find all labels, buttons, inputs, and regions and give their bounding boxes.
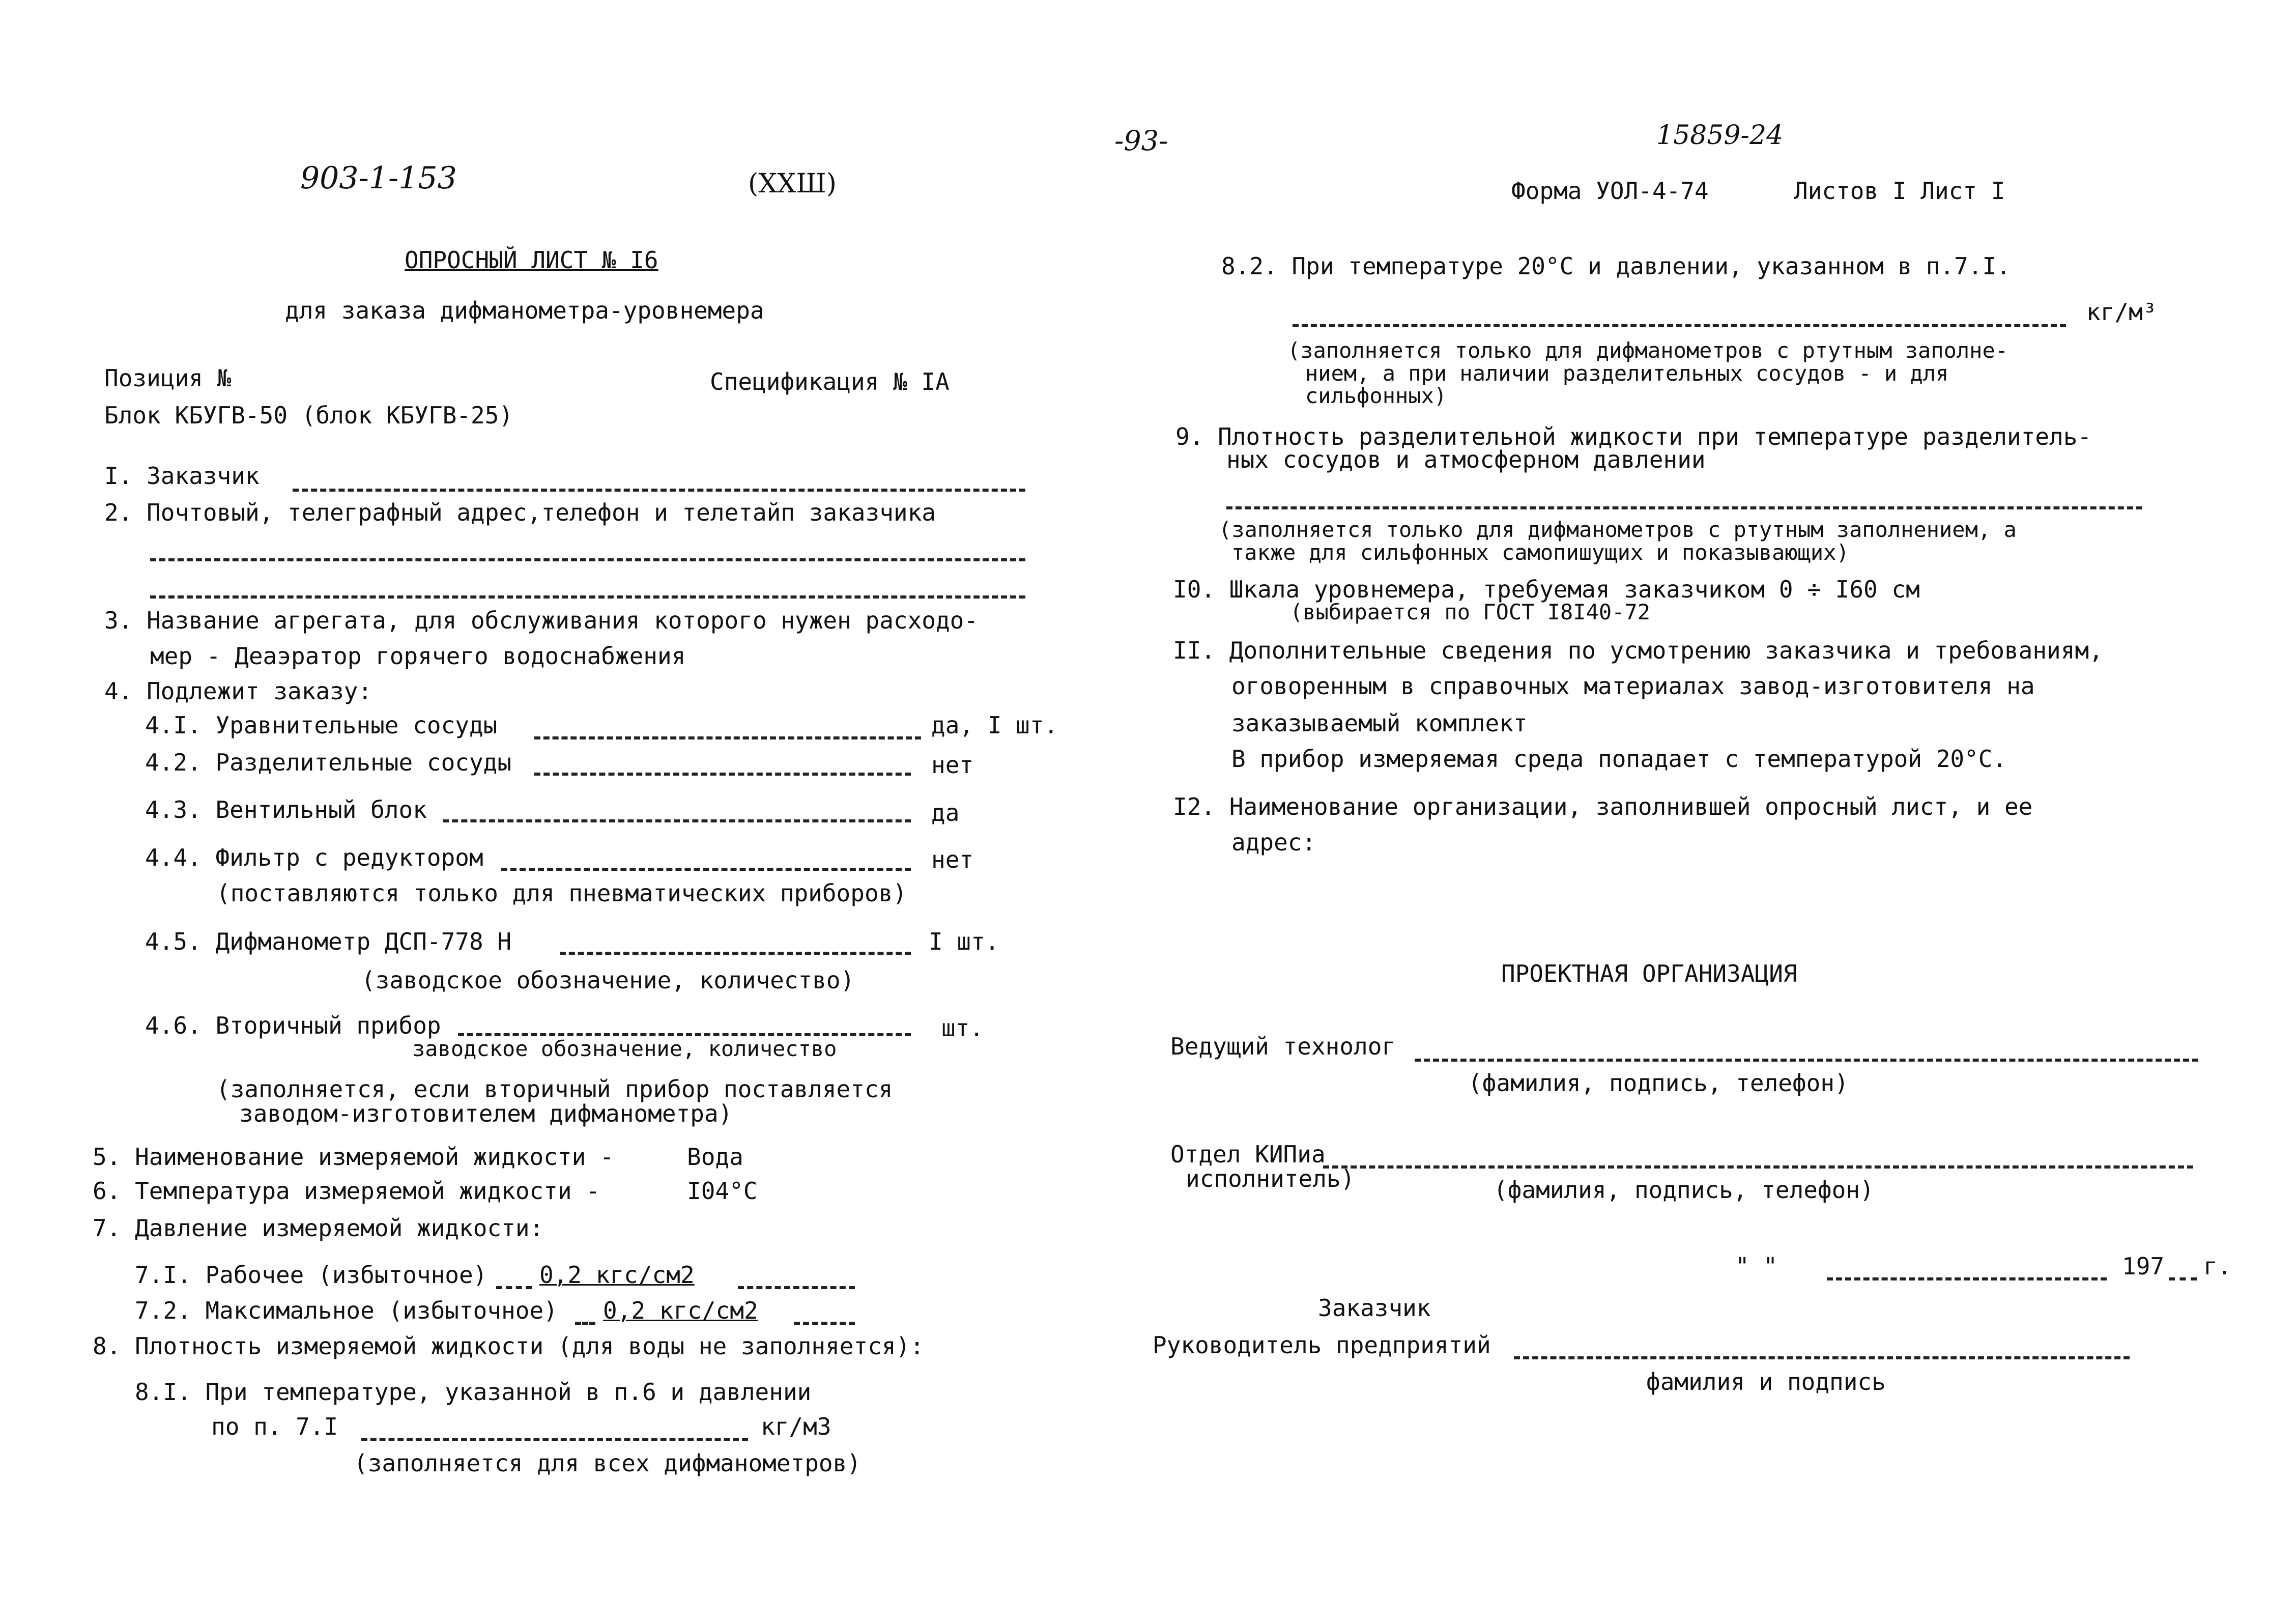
item-4-2-line[interactable] <box>534 773 911 776</box>
item-4-2-label: 4.2. Разделительные сосуды <box>145 749 512 776</box>
item-8-2-note-line-3: сильфонных) <box>1305 383 1447 408</box>
item-9-line-1: 9. Плотность разделительной жидкости при температуре разделитель- <box>1175 423 2092 450</box>
item-7-1-value: 0,2 кгс/см2 <box>539 1261 695 1289</box>
item-6-value: I04°C <box>687 1177 758 1205</box>
customer-field-line[interactable] <box>293 489 1025 492</box>
item-4-5-value: I шт. <box>929 928 999 955</box>
item-4-2-value: нет <box>931 751 974 779</box>
item-4-6-value: шт. <box>941 1014 984 1042</box>
item-8-2-label: 8.2. При температуре 20°C и давлении, указанном в п.7.I. <box>1221 252 2011 280</box>
director-line[interactable] <box>1514 1356 2130 1359</box>
item-2-address: 2. Почтовый, телеграфный адрес,телефон и телетайп заказчика <box>104 499 936 526</box>
item-7-2-line-left[interactable] <box>575 1322 595 1325</box>
item-12-line-2: адрес: <box>1231 829 1316 856</box>
item-8-1-note: (заполняется для всех дифманометров) <box>354 1449 861 1477</box>
item-4-order: 4. Подлежит заказу: <box>104 677 372 705</box>
item-4-6-sub-caption: заводское обозначение, количество <box>412 1036 837 1061</box>
item-7-liquid-pressure: 7. Давление измеряемой жидкости: <box>93 1214 544 1242</box>
item-8-2-note-line-2: нием, а при наличии разделительных сосудов - и для <box>1305 361 1949 386</box>
item-4-1-label: 4.I. Уравнительные сосуды <box>145 711 498 739</box>
item-10-note: (выбирается по ГОСТ I8I40-72 <box>1290 600 1651 624</box>
address-field-line-1[interactable] <box>150 558 1025 561</box>
item-9-note-line-2: также для сильфонных самопишущих и показывающих) <box>1231 540 1849 565</box>
item-1-customer: I. Заказчик <box>104 462 260 490</box>
form-code: Форма УОЛ-4-74 <box>1511 177 1709 205</box>
lead-technologist-label: Ведущий технолог <box>1170 1033 1396 1060</box>
date-year: 197 <box>2122 1252 2165 1280</box>
item-6-liquid-temperature: 6. Температура измеряемой жидкости - <box>93 1177 600 1205</box>
item-10-scale: I0. Шкала уровнемера, требуемая заказчиком 0 ÷ I60 см <box>1173 576 1920 603</box>
lead-technologist-line[interactable] <box>1415 1059 2198 1062</box>
item-11-line-4: В прибор измеряемая среда попадает с температурой 20°С. <box>1231 745 2007 773</box>
sheets-info: Листов I Лист I <box>1794 177 2005 205</box>
item-11-line-3: заказываемый комплект <box>1231 709 1528 737</box>
item-4-5-note: (заводское обозначение, количество) <box>361 966 855 994</box>
item-4-4-label: 4.4. Фильтр с редуктором <box>145 844 483 871</box>
position-label: Позиция № <box>104 364 232 392</box>
item-4-6-note-line-1: (заполняется, если вторичный прибор поставляется <box>216 1075 893 1103</box>
item-8-liquid-density: 8. Плотность измеряемой жидкости (для воды не заполняется): <box>93 1332 924 1360</box>
spec-label: Спецификация № IA <box>710 368 950 395</box>
section-code: (XXШ) <box>748 168 837 199</box>
lead-technologist-note: (фамилия, подпись, телефон) <box>1468 1069 1849 1097</box>
item-4-1-line[interactable] <box>534 736 921 739</box>
doc-code: 903-1-153 <box>300 160 457 196</box>
date-suffix: г. <box>2203 1252 2232 1280</box>
item-4-4-note: (поставляются только для пневматических приборов) <box>216 879 907 907</box>
customer-label: Заказчик <box>1318 1294 1431 1322</box>
item-8-1-line-2: по п. 7.I <box>211 1413 338 1440</box>
dept-note: (фамилия, подпись, телефон) <box>1494 1176 1874 1204</box>
item-8-2-unit: кг/м³ <box>2086 298 2157 326</box>
form-subtitle: для заказа дифманометра-уровнемера <box>285 297 764 324</box>
item-8-1-unit: кг/м3 <box>761 1413 831 1440</box>
item-4-6-note-line-2: заводом-изготовителем дифманометра) <box>239 1100 733 1127</box>
item-4-3-line[interactable] <box>443 819 911 822</box>
item-9-line-2: ных сосудов и атмосферном давлении <box>1226 446 1706 473</box>
item-11-line-1: II. Дополнительные сведения по усмотрению заказчика и требованиям, <box>1173 637 2103 664</box>
dept-label-line-2: исполнитель) <box>1186 1165 1355 1192</box>
item-7-2-value: 0,2 кгс/см2 <box>603 1297 758 1324</box>
item-7-1-label: 7.I. Рабочее (избыточное) <box>135 1261 487 1289</box>
archive-number: 15859-24 <box>1656 120 1784 151</box>
item-4-4-value: нет <box>931 846 974 873</box>
item-7-2-line-right[interactable] <box>794 1322 855 1325</box>
item-4-3-value: да <box>931 799 960 827</box>
page-number: -93- <box>1114 125 1168 157</box>
dept-line[interactable] <box>1323 1165 2193 1169</box>
item-3-unit-name-line-1: 3. Название агрегата, для обслуживания которого нужен расходо- <box>104 607 979 634</box>
item-4-4-line[interactable] <box>501 868 911 871</box>
item-3-unit-name-line-2: мер - Деаэратор горячего водоснабжения <box>150 642 686 670</box>
director-label: Руководитель предприятий <box>1153 1331 1491 1359</box>
item-4-5-line[interactable] <box>560 952 911 955</box>
dept-label-line-1: Отдел КИПиа <box>1170 1141 1326 1168</box>
item-8-2-note-line-1: (заполняется только для дифманометров с ртутным заполне- <box>1287 338 2008 363</box>
item-12-line-1: I2. Наименование организации, заполнившей опросный лист, и ее <box>1173 793 2033 820</box>
item-4-5-label: 4.5. Дифманометр ДСП-778 Н <box>145 928 512 955</box>
item-7-1-line-left[interactable] <box>496 1286 532 1289</box>
item-8-2-line[interactable] <box>1293 324 2066 327</box>
item-8-1-line-1: 8.I. При температуре, указанной в п.6 и давлении <box>135 1378 812 1406</box>
year-line[interactable] <box>2169 1277 2197 1280</box>
item-4-3-label: 4.3. Вентильный блок <box>145 796 427 823</box>
date-quotes: " " <box>1735 1252 1778 1280</box>
item-8-1-line[interactable] <box>361 1438 748 1441</box>
item-9-note-line-1: (заполняется только для дифманометров с ртутным заполнением, а <box>1219 517 2017 542</box>
item-4-1-value: да, I шт. <box>931 711 1058 739</box>
address-field-line-2[interactable] <box>150 595 1025 599</box>
director-note: фамилия и подпись <box>1646 1368 1886 1396</box>
org-title: ПРОЕКТНАЯ ОРГАНИЗАЦИЯ <box>1501 960 1797 987</box>
block-label: Блок КБУГВ-50 (блок КБУГВ-25) <box>104 402 513 429</box>
item-11-line-2: оговоренным в справочных материалах завод-изготовителя на <box>1231 672 2035 700</box>
item-9-line[interactable] <box>1226 506 2142 509</box>
item-5-liquid-name: 5. Наименование измеряемой жидкости - <box>93 1143 614 1171</box>
item-4-6-label: 4.6. Вторичный прибор <box>145 1012 441 1039</box>
item-5-value: Вода <box>687 1143 743 1171</box>
date-line[interactable] <box>1827 1277 2107 1280</box>
item-7-1-line-right[interactable] <box>738 1286 855 1289</box>
form-title: ОПРОСНЫЙ ЛИСТ № I6 <box>405 246 658 274</box>
item-7-2-label: 7.2. Максимальное (избыточное) <box>135 1297 558 1324</box>
